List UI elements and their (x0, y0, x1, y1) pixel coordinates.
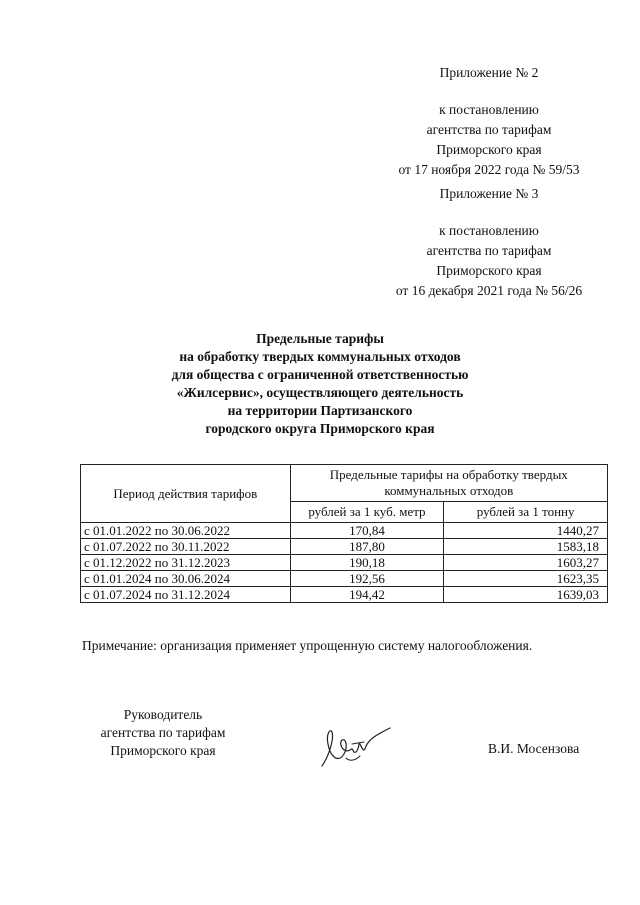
cell-m3: 194,42 (290, 587, 444, 603)
appendix-2-reference (364, 100, 614, 180)
position-line: агентства по тарифам (100, 725, 226, 740)
document-title (100, 330, 540, 438)
appendix-3-title: Приложение № 3 (439, 186, 539, 201)
appendix-2-line: к постановлению (439, 102, 539, 117)
header-per-ton: рублей за 1 тонну (444, 502, 608, 523)
cell-period: с 01.01.2024 по 30.06.2024 (81, 571, 291, 587)
appendix-2-line: агентства по тарифам (426, 122, 552, 137)
appendix-3-line: агентства по тарифам (426, 243, 552, 258)
table-row (81, 555, 608, 571)
cell-period: с 01.07.2024 по 31.12.2024 (81, 587, 291, 603)
appendix-3-reference (364, 221, 614, 301)
table-header-row (81, 465, 608, 502)
appendix-2-line: Приморского края (436, 142, 542, 157)
position-line: Приморского края (110, 743, 216, 758)
signatory-name: В.И. Мосензова (488, 741, 580, 756)
appendix-3-line: Приморского края (436, 263, 542, 278)
cell-period: с 01.12.2022 по 31.12.2023 (81, 555, 291, 571)
title-line: Предельные тарифы (256, 331, 384, 346)
cell-period: с 01.01.2022 по 30.06.2022 (81, 523, 291, 539)
handwritten-signature (316, 724, 396, 774)
cell-ton: 1639,03 (444, 587, 608, 603)
appendix-3-line: к постановлению (439, 223, 539, 238)
tariff-table (80, 464, 608, 603)
cell-m3: 170,84 (290, 523, 444, 539)
cell-m3: 190,18 (290, 555, 444, 571)
cell-ton: 1583,18 (444, 539, 608, 555)
appendix-2-date: от 17 ноября 2022 года № 59/53 (398, 162, 580, 177)
appendix-3-date: от 16 декабря 2021 года № 56/26 (395, 283, 583, 298)
header-tariff-group: Предельные тарифы на обработку твердых коммунальных отходов (290, 465, 607, 502)
cell-m3: 187,80 (290, 539, 444, 555)
header-period: Период действия тарифов (81, 465, 291, 523)
cell-period: с 01.07.2022 по 30.11.2022 (81, 539, 291, 555)
title-line: на территории Партизанского (227, 403, 413, 418)
table-row (81, 571, 608, 587)
title-line: «Жилсервис», осуществляющего деятельность (176, 385, 464, 400)
table-row (81, 587, 608, 603)
title-line: городского округа Приморского края (205, 421, 435, 436)
cell-ton: 1623,35 (444, 571, 608, 587)
tax-note: Примечание: организация применяет упрощенную систему налогообложения. (82, 638, 533, 653)
table-row (81, 539, 608, 555)
title-line: для общества с ограниченной ответственностью (171, 367, 469, 382)
cell-ton: 1440,27 (444, 523, 608, 539)
table-row (81, 523, 608, 539)
appendix-2-title: Приложение № 2 (439, 65, 539, 80)
cell-ton: 1603,27 (444, 555, 608, 571)
cell-m3: 192,56 (290, 571, 444, 587)
header-per-m3: рублей за 1 куб. метр (290, 502, 444, 523)
signatory-position (78, 706, 248, 760)
position-line: Руководитель (123, 707, 203, 722)
title-line: на обработку твердых коммунальных отходов (179, 349, 461, 364)
